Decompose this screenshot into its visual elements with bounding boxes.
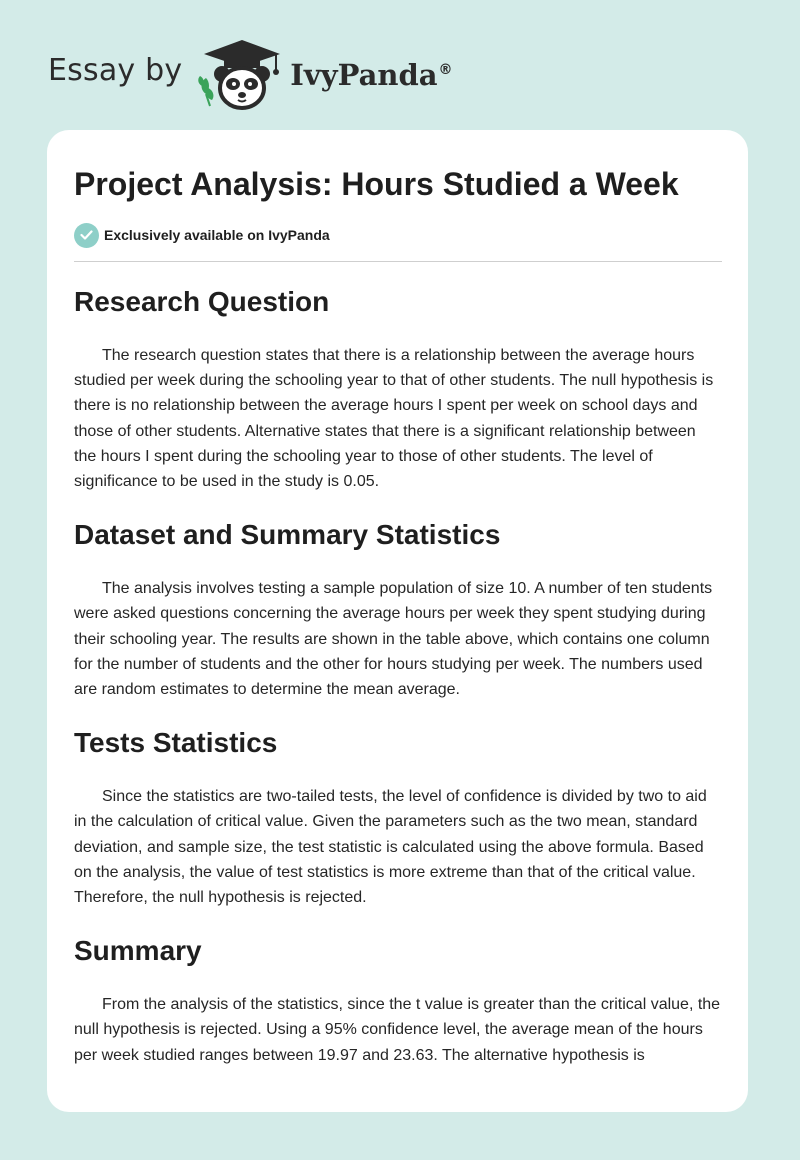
section-paragraph-tests-statistics: Since the statistics are two-tailed tests, the level of confidence is divided by two to aid in the calculation of critical value. Given the parameters such as the two mean, standard deviation, and sample size, the test statistic is calculated using the above formula. Based on the analysis, the value of test statistics is more extreme than that of the critical value. Therefore, the null hypothesis is rejected. xyxy=(74,788,707,907)
brand-name-text: IvyPanda xyxy=(290,58,438,92)
registered-mark: ® xyxy=(438,62,453,79)
section-paragraph-summary: From the analysis of the statistics, since the t value is greater than the critical value, the null hypothesis is rejected. Using a 95% confidence level, the average mean of the hours per week studied ranges between 19.97 and 23.63. The alternative hypothesis is xyxy=(74,996,721,1064)
section-heading-dataset: Dataset and Summary Statistics xyxy=(74,519,501,551)
section-heading-summary: Summary xyxy=(74,935,202,967)
exclusive-badge xyxy=(74,222,722,248)
brand-header xyxy=(48,34,453,112)
page-title: Project Analysis: Hours Studied a Week xyxy=(74,166,679,202)
brand-prefix: Essay by xyxy=(48,52,183,88)
section-heading-tests-statistics: Tests Statistics xyxy=(74,727,278,759)
brand-name xyxy=(290,58,452,92)
section-heading-research-question: Research Question xyxy=(74,286,330,317)
section-paragraph-dataset: The analysis involves testing a sample population of size 10. A number of ten students were asked questions concerning the average hours per week they spent studying during their schooling year. The results are shown in the table above, which contains one column for the number of students and the other for hours studying per week. The numbers used are random estimates to determine the mean average. xyxy=(74,580,713,699)
panda-logo-icon xyxy=(196,34,288,112)
exclusive-label: Exclusively available on IvyPanda xyxy=(104,227,330,243)
essay-card xyxy=(47,130,748,1112)
title-divider xyxy=(74,261,722,262)
check-icon xyxy=(74,223,99,248)
section-paragraph-research-question: The research question states that there is a relationship between the average hours studied per week during the schooling year to that of other students. The null hypothesis is there is no relationship between the average hours I spent per week on school days and those of other students. Alternative states that there is a significant relationship between the hours I spent during the schooling year to those of other students. The level of significance to be used in the study is 0.05. xyxy=(74,347,714,491)
